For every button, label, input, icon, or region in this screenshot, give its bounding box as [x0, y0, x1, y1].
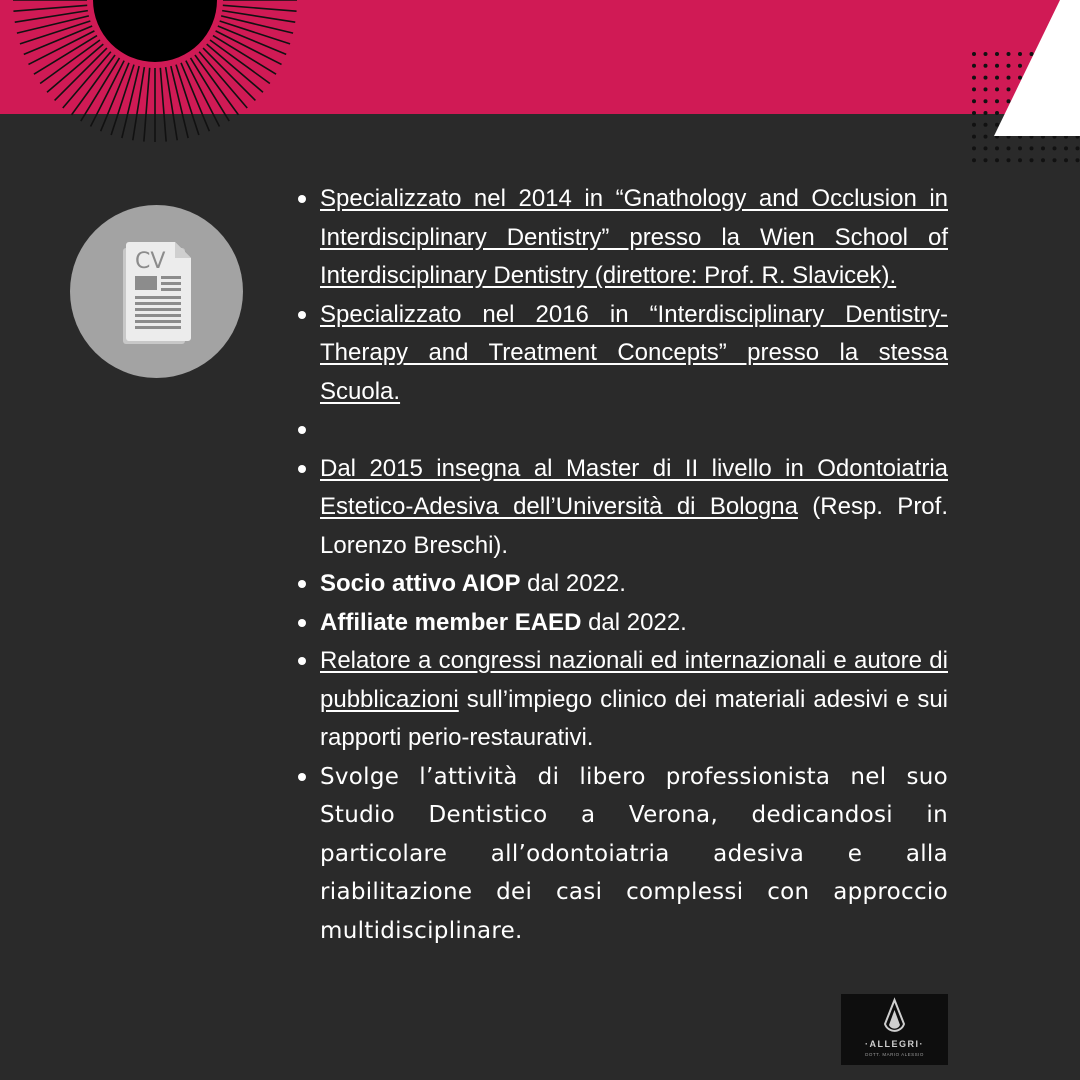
bullet-text: (Resp. Prof. Lorenzo Breschi).: [320, 493, 948, 559]
grid-dot: [972, 146, 976, 150]
grid-dot: [972, 52, 976, 56]
bullet-text: dal 2022.: [581, 608, 687, 636]
sunburst-ray: [15, 11, 88, 23]
grid-dot: [1076, 158, 1080, 162]
sunburst-ray: [222, 11, 295, 23]
grid-dot: [1041, 146, 1045, 150]
cv-bullet-item: [296, 565, 948, 604]
grid-dot: [972, 99, 976, 103]
grid-dot: [984, 158, 988, 162]
logo-subtitle: DOTT. MARIO ALESSIO: [865, 1052, 924, 1057]
white-triangle-decoration: [990, 0, 1080, 140]
grid-dot: [984, 99, 988, 103]
grid-dot: [1030, 158, 1034, 162]
grid-dot: [1007, 146, 1011, 150]
grid-dot: [1076, 146, 1080, 150]
grid-dot: [995, 146, 999, 150]
sunburst-ray: [195, 55, 238, 115]
cv-bullet-item: [296, 411, 948, 450]
cv-document-icon: [117, 238, 197, 348]
bullet-text: Affiliate member EAED: [320, 608, 582, 636]
grid-dot: [1018, 146, 1022, 150]
grid-dot: [984, 76, 988, 80]
bullet-text: Socio attivo AIOP: [320, 570, 521, 597]
bullet-text: Specializzato nel 2014 in “Gnathology and Occlusion in Interdisciplinary Dentistry” presso la Wien School of Interdisciplinary Dentistry (direttore: Prof. R. Slavicek).: [320, 185, 948, 289]
sunburst-ray: [144, 68, 150, 142]
cv-badge: [70, 205, 243, 378]
cv-bullet-item: [296, 180, 948, 296]
allegri-logo: [841, 994, 948, 1065]
cv-bullet-item: [296, 758, 948, 951]
cv-bullet-item: [296, 296, 948, 412]
grid-dot: [1053, 158, 1057, 162]
grid-dot: [1053, 146, 1057, 150]
grid-dot: [984, 52, 988, 56]
grid-dot: [984, 123, 988, 127]
bullet-text: Relatore a congressi nazionali ed internazionali e autore di pubblicazioni: [320, 647, 948, 713]
grid-dot: [1007, 158, 1011, 162]
sunburst-ray: [133, 67, 145, 140]
grid-dot: [1064, 158, 1068, 162]
bullet-text: Svolge l’attività di libero professionista nel suo Studio Dentistico a Verona, dedicandosi in particolare all’odontoiatria adesiva e alla riabilitazione dei casi complessi con approccio multidisciplinare.: [320, 763, 948, 944]
grid-dot: [972, 135, 976, 139]
grid-dot: [984, 135, 988, 139]
cv-bullet-item: [296, 604, 948, 643]
grid-dot: [1030, 146, 1034, 150]
cv-bullet-list: [296, 180, 948, 950]
cv-bullet-item: [296, 450, 948, 566]
grid-dot: [1018, 158, 1022, 162]
sunburst-decoration: [0, 0, 320, 150]
bullet-text: dal 2022.: [520, 570, 626, 597]
cv-label: CV: [135, 249, 166, 274]
grid-dot: [972, 111, 976, 115]
grid-dot: [972, 158, 976, 162]
grid-dot: [1041, 158, 1045, 162]
grid-dot: [984, 111, 988, 115]
cv-bullet-item: [296, 642, 948, 758]
bullet-text: Specializzato nel 2016 in “Interdisciplinary Dentistry-Therapy and Treatment Concepts” presso la stessa Scuola.: [320, 300, 948, 405]
grid-dot: [972, 64, 976, 68]
sunburst-ray: [210, 40, 270, 83]
sunburst-ray: [223, 5, 297, 11]
sunburst-ray: [160, 68, 166, 142]
sunburst-ray: [13, 5, 87, 11]
grid-dot: [972, 76, 976, 80]
grid-dot: [984, 64, 988, 68]
bullet-text: sull’impiego clinico dei materiali adesivi e sui rapporti perio-restaurativi.: [320, 685, 948, 751]
grid-dot: [995, 158, 999, 162]
grid-dot: [972, 123, 976, 127]
sunburst-ray: [40, 40, 100, 83]
sunburst-ray: [72, 55, 115, 115]
logo-name: ·ALLEGRI·: [865, 1039, 924, 1049]
grid-dot: [1064, 146, 1068, 150]
bullet-text: Dal 2015 insegna al Master di II livello in Odontoiatria Estetico-Adesiva dell’Università di Bologna: [320, 454, 948, 520]
grid-dot: [984, 146, 988, 150]
sunburst-ray: [166, 67, 178, 140]
grid-dot: [972, 87, 976, 91]
grid-dot: [984, 87, 988, 91]
